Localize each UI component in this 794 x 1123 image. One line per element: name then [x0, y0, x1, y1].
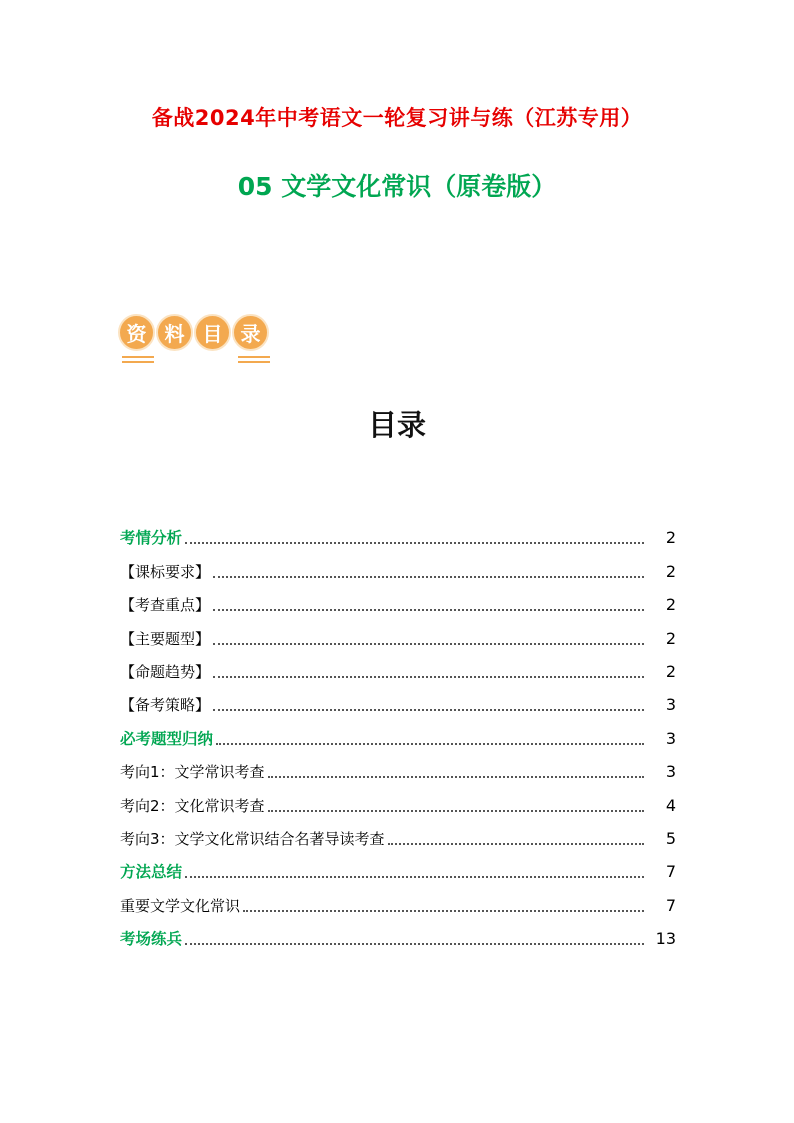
toc-entry-label: 重要文学文化常识 — [120, 896, 241, 915]
toc-leader-dots — [268, 810, 644, 812]
toc-entry-label: 【主要题型】 — [120, 629, 211, 648]
toc-section-heading[interactable] — [120, 916, 676, 949]
toc-leader-dots — [185, 943, 644, 945]
toc-entry-label: 【考查重点】 — [120, 596, 211, 615]
toc-page-number: 2 — [665, 561, 676, 581]
toc-entry-label: 【课标要求】 — [120, 562, 211, 581]
toc-leader-dots — [213, 709, 644, 711]
toc-entry[interactable] — [120, 882, 676, 915]
toc-page-number: 3 — [665, 695, 676, 715]
toc-entry[interactable] — [120, 548, 676, 581]
toc-entry-label: 方法总结 — [120, 863, 183, 882]
toc-page-number: 7 — [665, 895, 676, 915]
toc-entry[interactable] — [120, 749, 676, 782]
toc-page-number: 3 — [665, 762, 676, 782]
toc-entry-label: 考情分析 — [120, 529, 183, 548]
toc-entry-label: 考向3：文学文化常识结合名著导读考查 — [120, 829, 385, 848]
toc-entry-label: 【备考策略】 — [120, 696, 211, 715]
toc-leader-dots — [185, 542, 644, 544]
toc-leader-dots — [243, 910, 644, 912]
toc-badge — [118, 312, 278, 368]
toc-leader-dots — [185, 876, 644, 878]
toc-page-number: 3 — [665, 728, 676, 748]
toc-leader-dots — [213, 643, 644, 645]
toc-leader-dots — [268, 776, 644, 778]
toc-entry-label: 考场练兵 — [120, 930, 183, 949]
toc-leader-dots — [216, 743, 644, 745]
badge-char-2: 料 — [156, 314, 193, 351]
toc-page-number: 7 — [665, 862, 676, 882]
badge-underline — [122, 356, 270, 366]
toc-entry-label: 【命题趋势】 — [120, 662, 211, 681]
badge-char-1: 资 — [118, 314, 155, 351]
toc-leader-dots — [213, 609, 644, 611]
toc-section-heading[interactable] — [120, 515, 676, 548]
badge-char-4: 录 — [232, 314, 269, 351]
toc-leader-dots — [388, 843, 644, 845]
toc-entry[interactable] — [120, 682, 676, 715]
toc-title: 目录 — [367, 408, 426, 442]
toc-entry-label: 必考题型归纳 — [120, 729, 214, 748]
toc-entry[interactable] — [120, 649, 676, 682]
table-of-contents — [120, 515, 676, 949]
toc-page-number: 13 — [655, 929, 676, 949]
document-subtitle: 05 文学文化常识（原卷版） — [237, 172, 557, 201]
toc-page-number: 4 — [665, 795, 676, 815]
badge-char-3: 目 — [194, 314, 231, 351]
toc-page-number: 2 — [665, 661, 676, 681]
toc-entry[interactable] — [120, 615, 676, 648]
document-title: 备战2024年中考语文一轮复习讲与练（江苏专用） — [151, 106, 643, 130]
toc-entry[interactable] — [120, 782, 676, 815]
toc-entry[interactable] — [120, 582, 676, 615]
toc-entry-label: 考向2：文化常识考查 — [120, 796, 265, 815]
toc-page-number: 2 — [665, 628, 676, 648]
toc-section-heading[interactable] — [120, 715, 676, 748]
toc-leader-dots — [213, 576, 644, 578]
toc-section-heading[interactable] — [120, 849, 676, 882]
toc-page-number: 5 — [665, 828, 676, 848]
toc-entry[interactable] — [120, 816, 676, 849]
toc-page-number: 2 — [665, 528, 676, 548]
toc-leader-dots — [213, 676, 644, 678]
toc-page-number: 2 — [665, 595, 676, 615]
toc-entry-label: 考向1：文学常识考查 — [120, 763, 265, 782]
